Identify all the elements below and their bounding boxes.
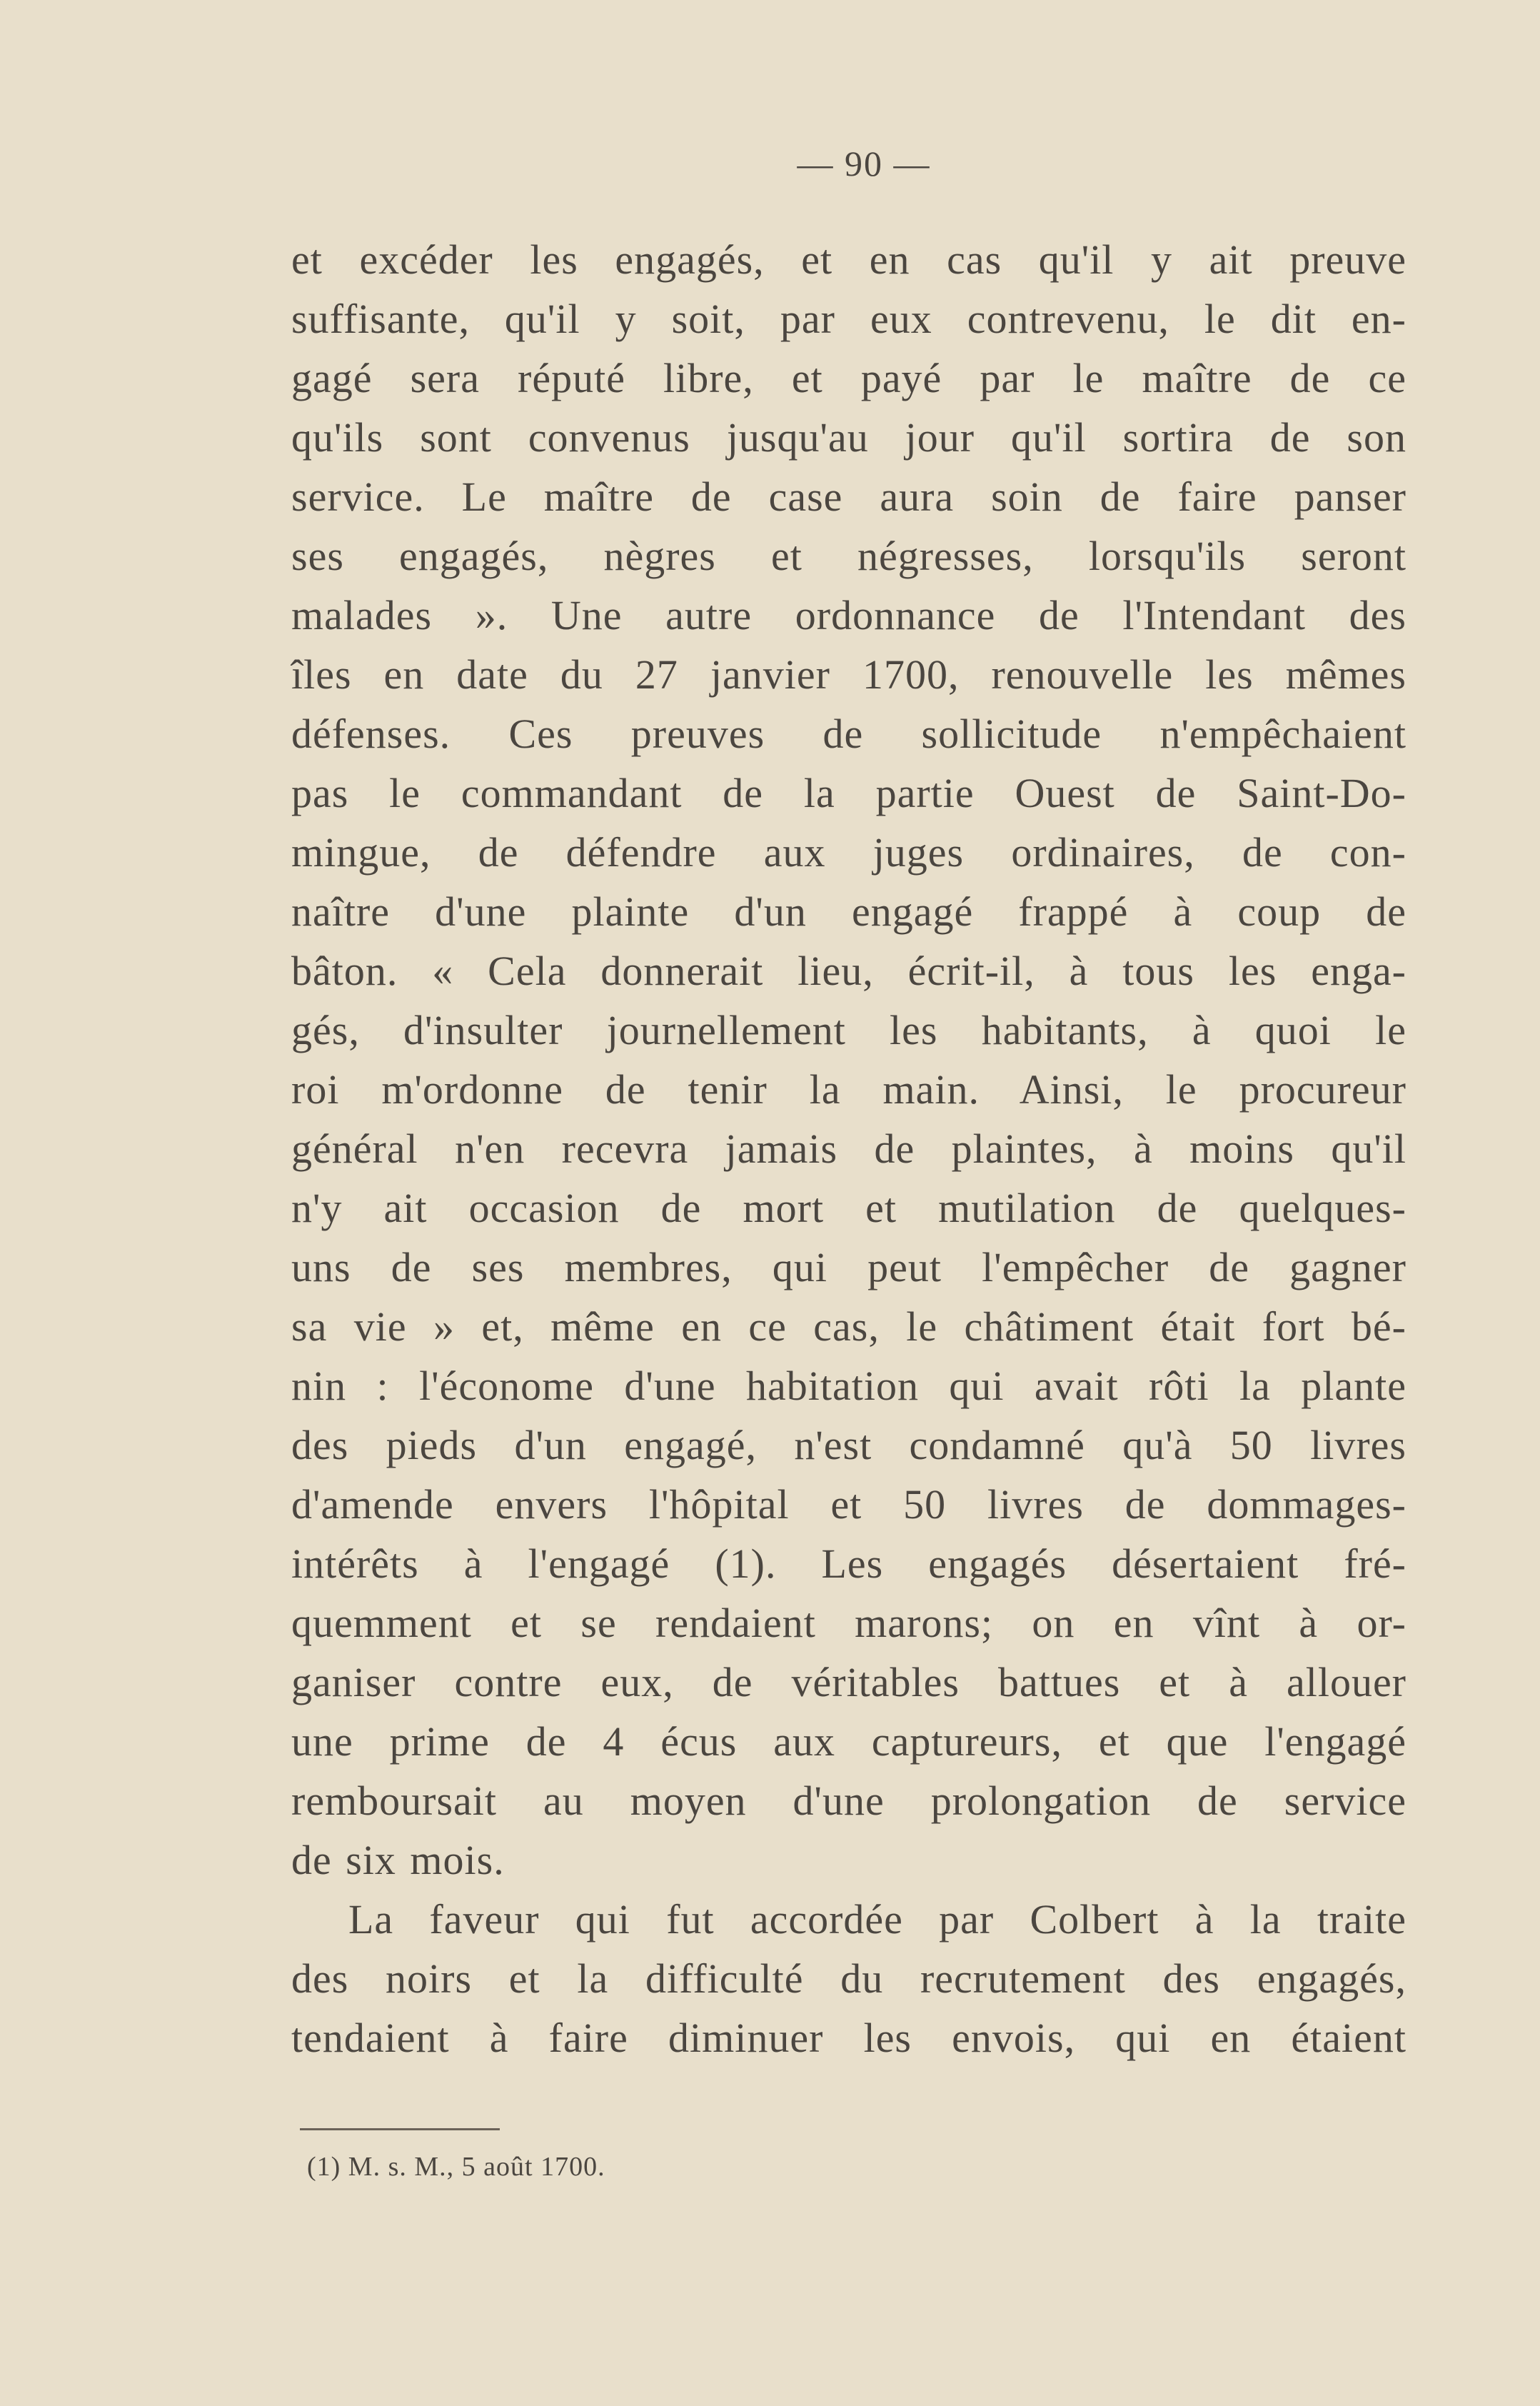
text-line: nin : l'économe d'une habitation qui avait rôti la plante (291, 1363, 1406, 1409)
text-line: quemment et se rendaient marons; on en vînt à or- (291, 1600, 1406, 1646)
text-line: et excéder les engagés, et en cas qu'il y ait preuve (291, 236, 1406, 283)
text-line: une prime de 4 écus aux captureurs, et que l'engagé (291, 1718, 1406, 1765)
text-line: bâton. « Cela donnerait lieu, écrit-il, à tous les enga- (291, 948, 1406, 994)
text-line: mingue, de défendre aux juges ordinaires, de con- (291, 829, 1406, 876)
text-line: n'y ait occasion de mort et mutilation de quelques- (291, 1185, 1406, 1231)
text-line: gés, d'insulter journellement les habitants, à quoi le (291, 1007, 1406, 1053)
text-line: sa vie » et, même en ce cas, le châtiment était fort bé- (291, 1303, 1406, 1350)
text-line: qu'ils sont convenus jusqu'au jour qu'il sortira de son (291, 414, 1406, 461)
text-line: tendaient à faire diminuer les envois, qui en étaient (291, 2015, 1406, 2061)
text-line: intérêts à l'engagé (1). Les engagés désertaient fré- (291, 1540, 1406, 1587)
text-line: des noirs et la difficulté du recrutement des engagés, (291, 1955, 1406, 2002)
text-line: général n'en recevra jamais de plaintes, à moins qu'il (291, 1126, 1406, 1172)
page-number: — 90 — (797, 144, 931, 184)
text-line: des pieds d'un engagé, n'est condamné qu'à 50 livres (291, 1422, 1406, 1468)
text-line: pas le commandant de la partie Ouest de Saint-Do- (291, 770, 1406, 816)
text-line: La faveur qui fut accordée par Colbert à la traite (348, 1896, 1406, 1943)
text-line: malades ». Une autre ordonnance de l'Intendant des (291, 592, 1406, 638)
text-line: service. Le maître de case aura soin de faire panser (291, 473, 1406, 520)
text-line: ses engagés, nègres et négresses, lorsqu'ils seront (291, 533, 1406, 579)
text-line: gagé sera réputé libre, et payé par le maître de ce (291, 355, 1406, 401)
text-line: suffisante, qu'il y soit, par eux contrevenu, le dit en- (291, 296, 1406, 342)
text-line: uns de ses membres, qui peut l'empêcher de gagner (291, 1244, 1406, 1290)
text-line: remboursait au moyen d'une prolongation de service (291, 1778, 1406, 1824)
text-line: roi m'ordonne de tenir la main. Ainsi, le procureur (291, 1066, 1406, 1113)
footnote-divider (300, 2128, 500, 2130)
text-line: d'amende envers l'hôpital et 50 livres de dommages- (291, 1481, 1406, 1528)
footnote: (1) M. s. M., 5 août 1700. (307, 2152, 605, 2182)
text-line: défenses. Ces preuves de sollicitude n'empêchaient (291, 711, 1406, 757)
text-line: naître d'une plainte d'un engagé frappé à coup de (291, 888, 1406, 935)
text-line: îles en date du 27 janvier 1700, renouvelle les mêmes (291, 651, 1406, 698)
text-line: ganiser contre eux, de véritables battues et à allouer (291, 1659, 1406, 1705)
text-line: de six mois. (291, 1837, 505, 1883)
body-text (291, 230, 1406, 2067)
